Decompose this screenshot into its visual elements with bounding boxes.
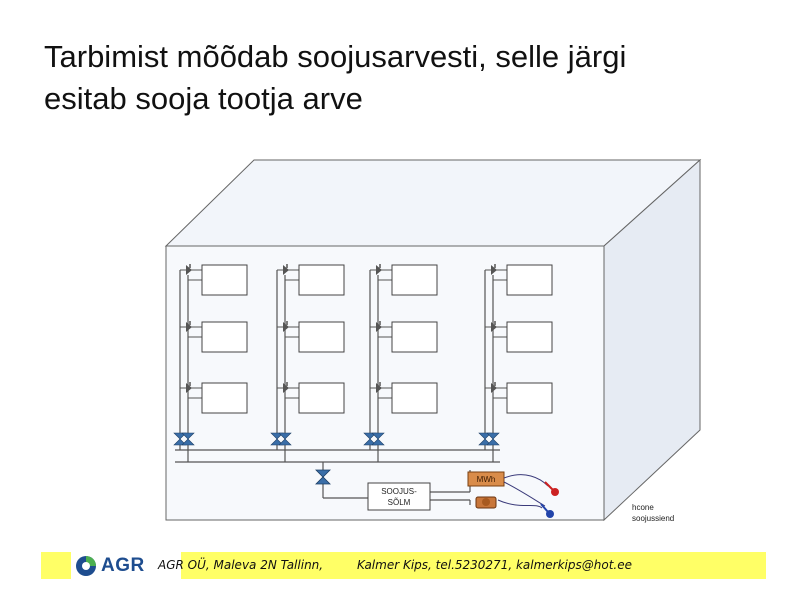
slide-title-line-2: esitab sooja tootja arve — [44, 81, 363, 116]
slide-title-line-1: Tarbimist mõõdab soojusarvesti, selle järgi — [44, 39, 627, 74]
agr-logo-icon — [75, 555, 97, 577]
footer-company: AGR OÜ, Maleva 2N Tallinn, — [158, 558, 324, 572]
radiator — [392, 322, 437, 352]
radiator — [392, 383, 437, 413]
substation-label-1: SOOJUS- — [381, 487, 417, 496]
radiator — [202, 322, 247, 352]
radiator — [299, 265, 344, 295]
radiator — [392, 265, 437, 295]
flow-meter-icon — [476, 497, 496, 508]
radiator — [507, 265, 552, 295]
radiator — [299, 322, 344, 352]
pipe-label-1: hcone — [632, 503, 654, 512]
pipe-label-2: soojussiend — [632, 514, 675, 523]
footer-contact: Kalmer Kips, tel.5230271, kalmerkips@hot.ee — [357, 558, 632, 572]
radiator — [202, 265, 247, 295]
heat-meter-label: MWh — [476, 475, 496, 484]
substation-label-2: SÕLM — [387, 498, 411, 507]
radiator — [507, 383, 552, 413]
logo-text: AGR — [101, 555, 145, 576]
footer-bar — [41, 552, 766, 579]
radiator — [202, 383, 247, 413]
radiator — [299, 383, 344, 413]
radiator — [507, 322, 552, 352]
